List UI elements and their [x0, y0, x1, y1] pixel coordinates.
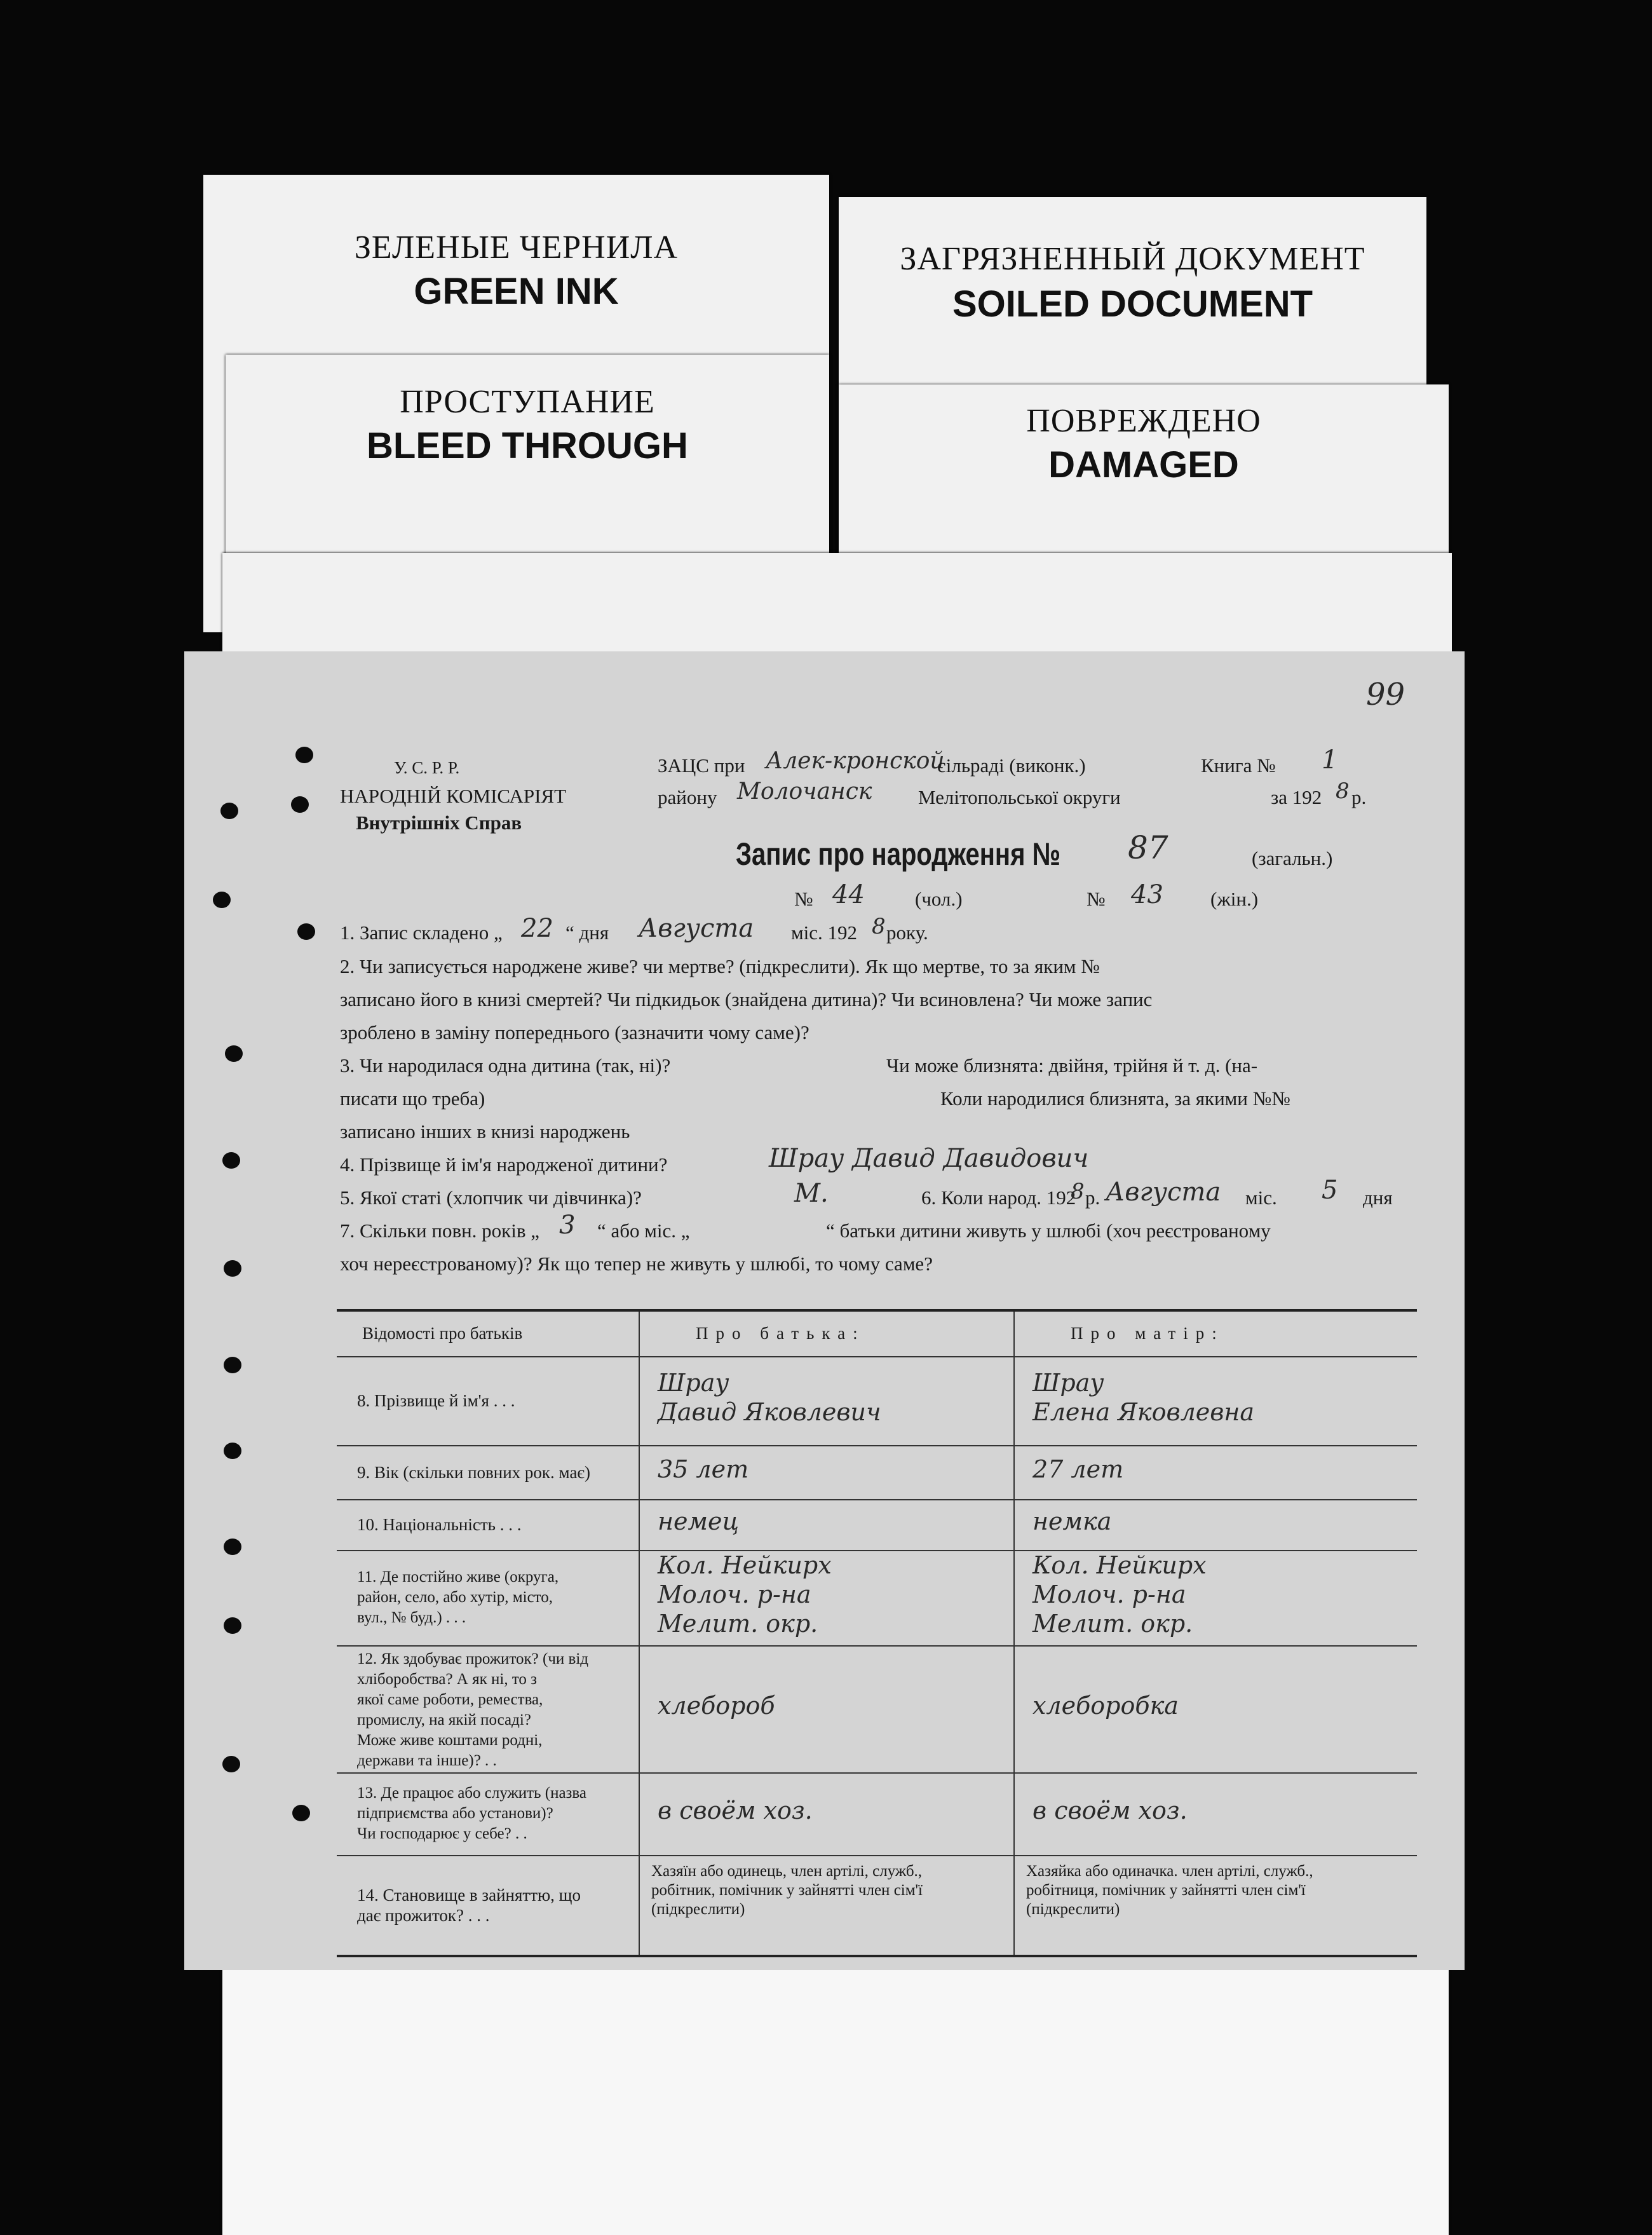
backing-sheet — [222, 1957, 1449, 2235]
row-label: 8. Прізвище й ім'я . . . — [357, 1391, 515, 1410]
row-divider — [337, 1356, 1417, 1357]
year-suffix: р. — [1351, 786, 1367, 808]
q5-a: 5. Якої статі (хлопчик чи дівчинка)? — [340, 1186, 642, 1209]
punch-hole — [295, 747, 313, 763]
q2-line3: зроблено в заміну попереднього (зазначити чому саме)? — [340, 1021, 809, 1043]
q7-years: 3 — [559, 1211, 576, 1240]
punch-hole — [224, 1443, 241, 1459]
q3-line2b: Коли народилися близнята, за якими №№ — [940, 1087, 1290, 1110]
mother-value: Мелит. окр. — [1032, 1610, 1193, 1638]
soiled-ru: ЗАГРЯЗНЕННЫЙ ДОКУМЕНТ — [900, 241, 1365, 277]
header-mother: Про матір: — [1071, 1324, 1224, 1343]
q6-label: 6. Коли народ. 192 — [921, 1186, 1076, 1209]
row-label: 10. Національність . . . — [357, 1515, 522, 1534]
year-value: 8 — [1336, 778, 1350, 804]
internal-affairs-label: Внутрішніх Справ — [356, 812, 522, 834]
mother-value: в своём хоз. — [1032, 1797, 1188, 1824]
year-prefix: за 192 — [1271, 786, 1322, 808]
father-value: Кол. Нейкирх — [658, 1551, 832, 1579]
row-label: підприємства або установи)? — [357, 1805, 553, 1822]
q1-day: 22 — [521, 914, 553, 943]
q7-c: “ батьки дитини живуть у шлюбі (хоч реєстрованому — [826, 1219, 1271, 1242]
punch-hole — [222, 1152, 240, 1169]
q6-month: Августа — [1106, 1178, 1221, 1207]
father-value: Молоч. р-на — [658, 1580, 811, 1608]
q3-line3: записано інших в книзі народжень — [340, 1120, 630, 1143]
father-printed-option: Хазяїн або одинець, член артілі, служб., — [651, 1863, 923, 1880]
row-divider — [337, 1855, 1417, 1856]
q6-r: р. — [1085, 1186, 1100, 1209]
row-divider — [337, 1499, 1417, 1500]
mother-value: Елена Яковлевна — [1032, 1398, 1255, 1426]
general-label: (загальн.) — [1252, 847, 1333, 869]
q1-d: року. — [886, 921, 928, 944]
punch-hole — [291, 796, 309, 813]
commissariat-label: НАРОДНІЙ КОМІСАРІЯТ — [340, 785, 567, 807]
zags-value: Алек-кронской — [766, 748, 945, 774]
row-label: Може живе коштами родні, — [357, 1732, 543, 1749]
row-divider — [337, 1645, 1417, 1647]
row-label: промислу, на якій посаді? — [357, 1711, 531, 1729]
mother-printed-option: робітниця, помічник у зайнятті член сім'ї — [1026, 1882, 1306, 1899]
record-title: Запис про народження № — [736, 836, 1061, 872]
punch-hole — [220, 803, 238, 819]
mother-printed-option: Хазяйка або одиначка. член артілі, служб., — [1026, 1863, 1313, 1880]
female-no-suffix: (жін.) — [1210, 888, 1259, 910]
q7-b: “ або міс. „ — [597, 1219, 690, 1242]
q4-label: 4. Прізвище й ім'я народженої дитини? — [340, 1153, 668, 1176]
father-value: хлебороб — [658, 1692, 775, 1720]
mother-printed-option: (підкреслити) — [1026, 1901, 1120, 1918]
bleed-en: BLEED THROUGH — [367, 425, 688, 466]
female-no-value: 43 — [1131, 880, 1163, 909]
q2-line1: 2. Чи записується народжене живе? чи мертве? (підкреслити). Як що мертве, то за яким № — [340, 955, 1100, 977]
punch-hole — [297, 923, 315, 940]
row-label: дає прожиток? . . . — [357, 1905, 490, 1925]
page-number: 99 — [1366, 677, 1405, 712]
mother-value: 27 лет — [1032, 1455, 1124, 1483]
row-label: 9. Вік (скільки повних рок. має) — [357, 1462, 591, 1482]
q3-line2a: писати що треба) — [340, 1087, 485, 1110]
mother-value: Молоч. р-на — [1032, 1580, 1186, 1608]
row-divider — [337, 1772, 1417, 1774]
father-value: Шрау — [658, 1369, 729, 1397]
punch-hole — [224, 1260, 241, 1277]
q1-a: 1. Запис складено „ — [340, 921, 503, 944]
q6-dnia: дня — [1363, 1186, 1393, 1209]
raion-suffix: Мелітопольської округи — [918, 786, 1121, 808]
column-divider — [1013, 1312, 1015, 1955]
punch-hole — [213, 892, 231, 908]
q6-day: 5 — [1322, 1176, 1338, 1205]
record-number: 87 — [1128, 829, 1168, 866]
q7-a: 7. Скільки повн. років „ — [340, 1219, 539, 1242]
mother-value: хлеборобка — [1032, 1692, 1179, 1720]
q1-b: “ дня — [565, 921, 609, 944]
father-value: немец — [658, 1507, 740, 1535]
father-printed-option: робітник, помічник у зайнятті член сім'ї — [651, 1882, 923, 1899]
green-ink-en: GREEN INK — [414, 271, 619, 312]
raion-value: Молочанск — [737, 778, 872, 805]
row-divider — [337, 1550, 1417, 1551]
q6-yr: 8 — [1071, 1179, 1085, 1204]
father-value: 35 лет — [658, 1455, 749, 1483]
zags-suffix: сільраді (виконк.) — [937, 754, 1086, 777]
punch-hole — [224, 1617, 241, 1634]
q1-yr: 8 — [872, 914, 886, 939]
header-parents: Відомості про батьків — [362, 1324, 523, 1343]
row-label: 11. Де постійно живе (округа, — [357, 1568, 559, 1586]
q1-c: міс. 192 — [791, 921, 857, 944]
parents-table — [337, 1309, 1417, 1957]
male-no-value: 44 — [832, 880, 865, 909]
row-label: хліборобства? А як ні, то з — [357, 1671, 538, 1688]
row-label: вул., № буд.) . . . — [357, 1609, 466, 1626]
soiled-en: SOILED DOCUMENT — [952, 283, 1313, 325]
father-printed-option: (підкреслити) — [651, 1901, 745, 1918]
row-label: держави та інше)? . . — [357, 1752, 497, 1769]
q5-sex: М. — [794, 1179, 829, 1208]
green-ink-ru: ЗЕЛЕНЫЕ ЧЕРНИЛА — [354, 229, 679, 266]
raion-label: району — [658, 786, 717, 808]
zags-label: ЗАЦС при — [658, 754, 745, 777]
column-divider — [639, 1312, 640, 1955]
q6-mis: міс. — [1245, 1186, 1277, 1209]
mother-value: Шрау — [1032, 1369, 1104, 1397]
row-divider — [337, 1445, 1417, 1446]
mother-value: Кол. Нейкирх — [1032, 1551, 1207, 1579]
row-label: 12. Як здобуває прожиток? (чи від — [357, 1650, 589, 1668]
q2-line2: записано його в книзі смертей? Чи підкидьок (знайдена дитина)? Чи всиновлена? Чи може запис — [340, 988, 1153, 1010]
book-value: 1 — [1322, 745, 1338, 775]
q4-value: Шрау Давид Давидович — [769, 1144, 1089, 1173]
father-value: в своём хоз. — [658, 1797, 813, 1824]
mother-value: немка — [1032, 1507, 1112, 1535]
row-label: район, село, або хутір, місто, — [357, 1589, 553, 1606]
father-value: Мелит. окр. — [658, 1610, 818, 1638]
punch-hole — [292, 1805, 310, 1821]
row-label: Чи господарює у себе? . . — [357, 1825, 527, 1842]
female-no-label: № — [1087, 888, 1106, 910]
bleed-ru: ПРОСТУПАНИЕ — [400, 384, 655, 420]
q3-line1b: Чи може близнята: двійня, трійня й т. д. (на- — [886, 1054, 1258, 1077]
row-label: якої саме роботи, ремества, — [357, 1691, 543, 1708]
row-label: 14. Становище в зайняттю, що — [357, 1885, 581, 1905]
male-no-suffix: (чол.) — [915, 888, 963, 910]
male-no-label: № — [794, 888, 813, 910]
punch-hole — [225, 1045, 243, 1062]
q1-month: Августа — [639, 914, 754, 943]
q3-line1a: 3. Чи народилася одна дитина (так, ні)? — [340, 1054, 671, 1077]
punch-hole — [222, 1756, 240, 1772]
punch-hole — [224, 1357, 241, 1373]
damaged-en: DAMAGED — [1048, 444, 1239, 486]
header-father: Про батька: — [696, 1324, 865, 1343]
damaged-ru: ПОВРЕЖДЕНО — [1026, 403, 1261, 439]
father-value: Давид Яковлевич — [658, 1398, 881, 1426]
book-label: Книга № — [1201, 754, 1276, 777]
ussr-label: У. С. Р. Р. — [394, 758, 460, 777]
row-label: 13. Де працює або служить (назва — [357, 1784, 586, 1802]
q7-line2: хоч нереєстрованому)? Як що тепер не живуть у шлюбі, то чому саме? — [340, 1253, 933, 1275]
birth-record-document — [184, 651, 1465, 1970]
punch-hole — [224, 1539, 241, 1555]
